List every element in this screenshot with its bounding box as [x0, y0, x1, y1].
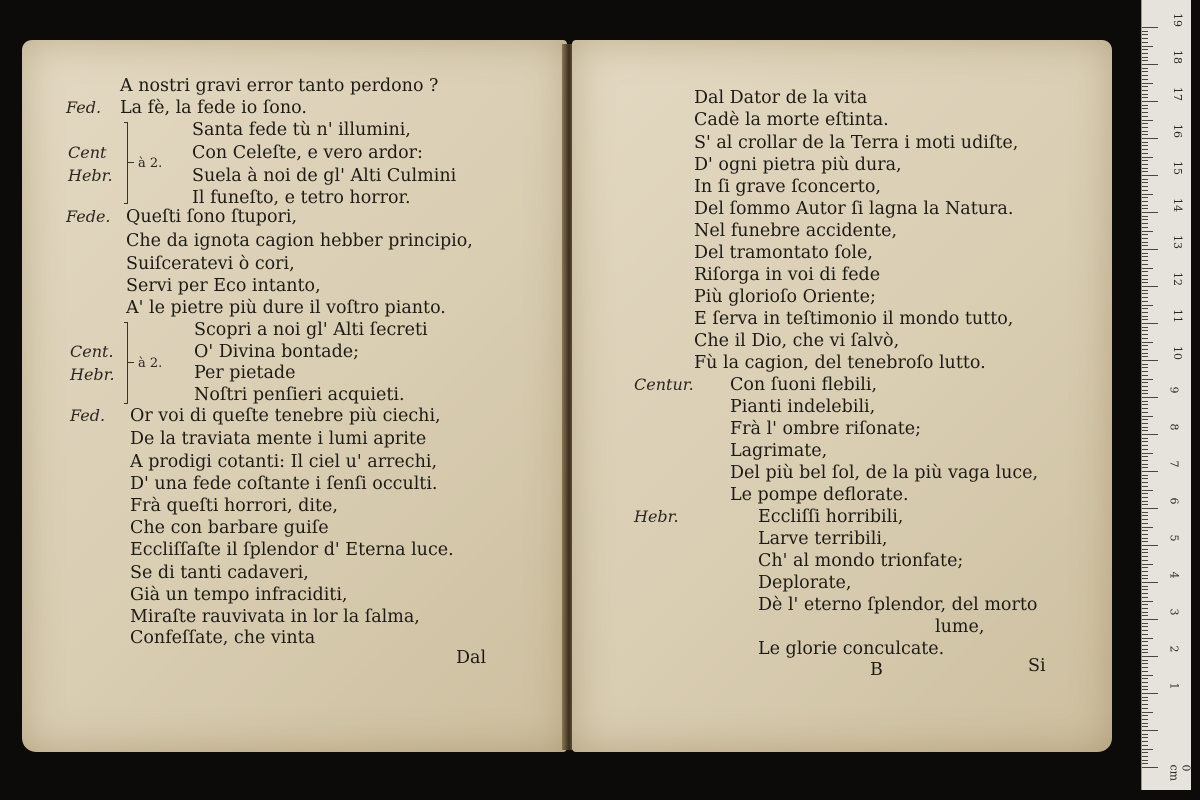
ruler-tick — [1142, 134, 1148, 135]
ruler-tick — [1142, 182, 1148, 183]
ruler-tick — [1142, 712, 1153, 713]
ruler-tick — [1142, 345, 1148, 346]
ruler-tick — [1142, 434, 1158, 435]
ruler-tick — [1142, 68, 1148, 69]
ruler-tick — [1142, 652, 1148, 653]
signature-mark: B — [870, 660, 883, 680]
ruler-tick — [1142, 171, 1148, 172]
ruler-tick — [1142, 57, 1148, 58]
text-line: Frà queſti horrori, dite, — [130, 496, 338, 516]
ruler-tick — [1142, 186, 1148, 187]
ruler-tick — [1142, 234, 1148, 235]
text-line: Servi per Eco intanto, — [126, 276, 321, 296]
ruler-tick — [1142, 756, 1148, 757]
ruler-tick — [1142, 467, 1148, 468]
speaker-label: Fed. — [70, 406, 106, 425]
ruler-label: 0 cm — [1167, 764, 1193, 782]
text-line: Pianti indelebili, — [730, 397, 876, 417]
ruler-tick — [1142, 693, 1158, 694]
ruler-tick — [1142, 449, 1148, 450]
ruler-tick — [1142, 197, 1148, 198]
ruler-tick — [1142, 60, 1148, 61]
ruler-tick — [1142, 523, 1148, 524]
ruler-tick — [1142, 552, 1148, 553]
ruler-tick — [1142, 330, 1148, 331]
text-line: lume, — [935, 617, 985, 637]
ruler-tick — [1142, 53, 1148, 54]
text-line: A nostri gravi error tanto perdono ? — [120, 76, 439, 96]
ruler-tick — [1142, 164, 1148, 165]
ruler-tick — [1142, 190, 1148, 191]
ruler-tick — [1142, 700, 1148, 701]
ruler-tick — [1142, 419, 1148, 420]
text-line: D' una fede coſtante i ſenſi occulti. — [130, 474, 438, 494]
text-line: Lagrimate, — [730, 441, 828, 461]
speaker-label: Hebr. — [70, 365, 115, 384]
ruler-tick — [1142, 660, 1148, 661]
ruler-tick — [1142, 534, 1148, 535]
ruler-tick — [1142, 678, 1148, 679]
ruler-tick — [1142, 94, 1148, 95]
ruler-tick — [1142, 589, 1148, 590]
ruler-tick — [1142, 519, 1148, 520]
text-line: E ſerva in teſtimonio il mondo tutto, — [694, 309, 1014, 329]
ruler-tick — [1142, 238, 1148, 239]
text-line: A prodigi cotanti: Il ciel u' arrechi, — [130, 452, 438, 472]
ruler-tick — [1142, 423, 1148, 424]
text-line: Che il Dio, che vi ſalvò, — [694, 331, 900, 351]
text-line: Or voi di queſte tenebre più ciechi, — [130, 406, 441, 426]
ruler-tick — [1142, 223, 1148, 224]
text-line: Larve terribili, — [758, 529, 888, 549]
ruler-tick — [1142, 138, 1158, 139]
text-line: A' le pietre più dure il voſtro pianto. — [126, 298, 446, 318]
text-line: Le pompe deflorate. — [730, 485, 909, 505]
text-line: Scopri a noi gl' Alti ſecreti — [194, 320, 428, 340]
ruler-tick — [1142, 353, 1148, 354]
ruler-tick — [1142, 101, 1158, 102]
ruler-tick — [1142, 730, 1158, 731]
ruler-tick — [1142, 527, 1153, 528]
ruler-tick — [1142, 541, 1148, 542]
ruler-tick — [1142, 634, 1148, 635]
text-line: Eccliſſi horribili, — [758, 507, 904, 527]
speaker-label: Fed. — [66, 98, 102, 117]
ruler-tick — [1142, 216, 1148, 217]
ruler-tick — [1142, 512, 1148, 513]
ruler-tick — [1142, 549, 1148, 550]
ruler-tick — [1142, 708, 1148, 709]
ruler-tick — [1142, 504, 1148, 505]
ruler-tick — [1142, 604, 1148, 605]
text-line: Che con barbare guiſe — [130, 518, 329, 538]
text-line: Santa fede tù n' illumini, — [192, 120, 411, 140]
ruler-tick — [1142, 120, 1153, 121]
text-line: Il funeſto, e tetro horror. — [192, 188, 411, 208]
ruler-tick — [1142, 704, 1148, 705]
ruler-tick — [1142, 397, 1158, 398]
ruler-tick — [1142, 83, 1153, 84]
ruler-tick — [1142, 168, 1148, 169]
ruler-tick — [1142, 501, 1148, 502]
ruler-tick — [1142, 567, 1148, 568]
text-line: Più glorioſo Oriente; — [694, 287, 876, 307]
ruler-tick — [1142, 486, 1148, 487]
ruler-tick — [1142, 282, 1148, 283]
ruler-tick — [1142, 393, 1148, 394]
duet-brace — [124, 122, 128, 204]
text-line: Già un tempo infraciditi, — [130, 585, 348, 605]
ruler-tick — [1142, 582, 1158, 583]
ruler-tick — [1142, 301, 1148, 302]
ruler-tick — [1142, 27, 1158, 28]
ruler-tick — [1142, 445, 1148, 446]
ruler-tick — [1142, 615, 1148, 616]
ruler-tick — [1142, 427, 1148, 428]
ruler-tick — [1142, 194, 1153, 195]
ruler-tick — [1142, 123, 1148, 124]
ruler-tick — [1142, 630, 1148, 631]
ruler-tick — [1142, 508, 1158, 509]
ruler-tick — [1142, 441, 1148, 442]
speaker-label: Cent — [68, 143, 107, 162]
text-line: Del ſommo Autor ſi lagna la Natura. — [694, 199, 1014, 219]
ruler-tick — [1142, 626, 1148, 627]
ruler-tick — [1142, 323, 1158, 324]
ruler-label: 5 — [1167, 534, 1181, 542]
duet-brace-tip — [128, 162, 134, 163]
ruler-tick — [1142, 219, 1148, 220]
ruler-label: 4 — [1167, 571, 1181, 579]
ruler-label: 13 — [1171, 235, 1184, 249]
ruler-label: 6 — [1167, 497, 1181, 505]
ruler-tick — [1142, 556, 1148, 557]
ruler-tick — [1142, 760, 1148, 761]
ruler-tick — [1142, 327, 1148, 328]
ruler-tick — [1142, 90, 1148, 91]
speaker-label: Fede. — [66, 207, 111, 226]
ruler-tick — [1142, 689, 1148, 690]
ruler-tick — [1142, 312, 1148, 313]
text-line: D' ogni pietra più dura, — [694, 155, 902, 175]
ruler-label: 17 — [1171, 87, 1184, 101]
ruler-tick — [1142, 404, 1148, 405]
ruler-tick — [1142, 286, 1158, 287]
ruler-label: 3 — [1167, 608, 1181, 616]
ruler-tick — [1142, 175, 1158, 176]
ruler-tick — [1142, 290, 1148, 291]
text-line: Fù la cagion, del tenebroſo lutto. — [694, 353, 986, 373]
ruler-tick — [1142, 623, 1148, 624]
ruler-tick — [1142, 478, 1148, 479]
ruler-tick — [1142, 530, 1148, 531]
ruler-tick — [1142, 538, 1148, 539]
text-line: Cadè la morte eſtinta. — [694, 110, 889, 130]
ruler-tick — [1142, 386, 1148, 387]
text-line: Con ſuoni flebili, — [730, 375, 878, 395]
ruler-label: 15 — [1171, 161, 1184, 175]
text-line: Eccliſſaſte il ſplendor d' Eterna luce. — [130, 540, 454, 560]
ruler-tick — [1142, 401, 1148, 402]
text-line: Confeſſate, che vinta — [130, 628, 316, 648]
ruler-tick — [1142, 149, 1148, 150]
ruler-tick — [1142, 586, 1148, 587]
ruler-tick — [1142, 46, 1153, 47]
ruler-tick — [1142, 490, 1153, 491]
ruler-label: 2 — [1167, 645, 1181, 653]
text-line: Per pietade — [194, 363, 296, 383]
text-line: Frà l' ombre riſonate; — [730, 419, 922, 439]
ruler-tick — [1142, 142, 1148, 143]
text-line: Riſorga in voi di fede — [694, 265, 881, 285]
ruler-tick — [1142, 493, 1148, 494]
text-line: Nel funebre accidente, — [694, 221, 898, 241]
ruler-tick — [1142, 260, 1148, 261]
ruler-tick — [1142, 305, 1153, 306]
ruler-tick — [1142, 86, 1148, 87]
ruler-tick — [1142, 564, 1153, 565]
ruler-tick — [1142, 319, 1148, 320]
ruler-tick — [1142, 723, 1148, 724]
duet-marker: à 2. — [138, 356, 163, 371]
ruler-tick — [1142, 593, 1148, 594]
catchword: Dal — [456, 648, 487, 668]
ruler-tick — [1142, 64, 1158, 65]
ruler-tick — [1142, 49, 1148, 50]
ruler-tick — [1142, 475, 1148, 476]
ruler-tick — [1142, 179, 1148, 180]
duet-brace-tip — [128, 362, 134, 363]
ruler-tick — [1142, 227, 1148, 228]
ruler-tick — [1142, 649, 1148, 650]
ruler-tick — [1142, 741, 1148, 742]
ruler-tick — [1142, 453, 1153, 454]
ruler-tick — [1142, 638, 1153, 639]
text-line: La fè, la fede io ſono. — [120, 98, 307, 118]
ruler-tick — [1142, 297, 1148, 298]
text-line: In ſi grave ſconcerto, — [694, 177, 881, 197]
ruler-tick — [1142, 97, 1148, 98]
ruler-tick — [1142, 242, 1148, 243]
ruler-tick — [1142, 153, 1148, 154]
ruler-tick — [1142, 349, 1148, 350]
ruler-label: 12 — [1171, 272, 1184, 286]
ruler-tick — [1142, 245, 1148, 246]
ruler-tick — [1142, 279, 1148, 280]
text-line: Suela à noi de gl' Alti Culmini — [192, 166, 457, 186]
ruler-tick — [1142, 38, 1148, 39]
ruler-tick — [1142, 71, 1148, 72]
ruler-tick — [1142, 763, 1148, 764]
ruler-tick — [1142, 367, 1148, 368]
ruler-label: 1 — [1167, 682, 1181, 690]
ruler-label: 9 — [1167, 386, 1181, 394]
ruler-tick — [1142, 663, 1148, 664]
ruler-tick — [1142, 127, 1148, 128]
ruler-tick — [1142, 75, 1148, 76]
ruler-tick — [1142, 334, 1148, 335]
text-line: O' Divina bontade; — [194, 342, 360, 362]
text-line: Con Celeſte, e vero ardor: — [192, 143, 423, 163]
ruler-tick — [1142, 737, 1148, 738]
ruler-tick — [1142, 671, 1148, 672]
ruler-tick — [1142, 256, 1148, 257]
ruler-tick — [1142, 767, 1158, 768]
ruler-label: 19 — [1171, 13, 1184, 27]
ruler-tick — [1142, 578, 1148, 579]
ruler-tick — [1142, 342, 1153, 343]
text-line: Miraſte rauvivata in lor la ſalma, — [130, 607, 420, 627]
ruler-tick — [1142, 612, 1148, 613]
ruler-tick — [1142, 34, 1148, 35]
ruler-tick — [1142, 271, 1148, 272]
ruler-tick — [1142, 571, 1148, 572]
speaker-label: Hebr. — [634, 507, 679, 526]
ruler-tick — [1142, 264, 1148, 265]
speaker-label: Hebr. — [68, 166, 113, 185]
ruler-tick — [1142, 667, 1148, 668]
ruler-tick — [1142, 79, 1148, 80]
duet-marker: à 2. — [138, 156, 163, 171]
ruler-tick — [1142, 682, 1148, 683]
ruler-tick — [1142, 379, 1153, 380]
ruler-tick — [1142, 497, 1148, 498]
ruler-tick — [1142, 105, 1148, 106]
ruler-tick — [1142, 619, 1158, 620]
ruler-tick — [1142, 460, 1148, 461]
ruler-tick — [1142, 268, 1153, 269]
ruler-tick — [1142, 371, 1148, 372]
text-line: Deplorate, — [758, 573, 852, 593]
ruler-tick — [1142, 515, 1148, 516]
ruler-tick — [1142, 656, 1158, 657]
ruler-tick — [1142, 560, 1148, 561]
ruler-tick — [1142, 249, 1158, 250]
ruler-label: 8 — [1167, 423, 1181, 431]
ruler-tick — [1142, 438, 1148, 439]
ruler-tick — [1142, 308, 1148, 309]
ruler-tick — [1142, 42, 1148, 43]
ruler-tick — [1142, 212, 1158, 213]
ruler-tick — [1142, 205, 1148, 206]
duet-brace — [124, 322, 128, 404]
ruler-tick — [1142, 752, 1148, 753]
ruler-tick — [1142, 316, 1148, 317]
ruler-tick — [1142, 575, 1148, 576]
ruler-label: 7 — [1167, 460, 1181, 468]
ruler-label: 18 — [1171, 50, 1184, 64]
ruler-tick — [1142, 108, 1148, 109]
ruler-tick — [1142, 645, 1148, 646]
text-line: Se di tanti cadaveri, — [130, 563, 309, 583]
ruler-tick — [1142, 675, 1153, 676]
text-line: Del tramontato ſole, — [694, 243, 873, 263]
text-line: De la traviata mente i lumi aprite — [130, 429, 427, 449]
ruler-tick — [1142, 360, 1158, 361]
ruler-tick — [1142, 686, 1148, 687]
text-line: Del più bel ſol, de la più vaga luce, — [730, 463, 1039, 483]
ruler-tick — [1142, 416, 1153, 417]
speaker-label: Cent. — [70, 342, 114, 361]
measuring-ruler — [1141, 0, 1191, 790]
ruler-tick — [1142, 464, 1148, 465]
ruler-label: 16 — [1171, 124, 1184, 138]
text-line: Noſtri penſieri acquieti. — [194, 385, 405, 405]
ruler-tick — [1142, 293, 1148, 294]
text-line: Dal Dator de la vita — [694, 88, 868, 108]
ruler-tick — [1142, 160, 1148, 161]
ruler-tick — [1142, 719, 1148, 720]
ruler-tick — [1142, 31, 1148, 32]
ruler-tick — [1142, 715, 1148, 716]
text-line: Che da ignota cagion hebber principio, — [126, 231, 473, 251]
ruler-tick — [1142, 338, 1148, 339]
ruler-tick — [1142, 456, 1148, 457]
ruler-tick — [1142, 208, 1148, 209]
speaker-label: Centur. — [634, 375, 694, 394]
ruler-label: 14 — [1171, 198, 1184, 212]
ruler-tick — [1142, 131, 1148, 132]
ruler-tick — [1142, 375, 1148, 376]
ruler-tick — [1142, 697, 1148, 698]
ruler-tick — [1142, 157, 1153, 158]
ruler-tick — [1142, 482, 1148, 483]
ruler-tick — [1142, 364, 1148, 365]
ruler-tick — [1142, 116, 1148, 117]
text-line: S' al crollar de la Terra i moti udiſte, — [694, 133, 1019, 153]
text-line: Suiſceratevi ò cori, — [126, 254, 295, 274]
ruler-tick — [1142, 408, 1148, 409]
ruler-tick — [1142, 545, 1158, 546]
ruler-tick — [1142, 412, 1148, 413]
ruler-tick — [1142, 253, 1148, 254]
ruler-tick — [1142, 275, 1148, 276]
ruler-tick — [1142, 112, 1148, 113]
ruler-tick — [1142, 356, 1148, 357]
ruler-tick — [1142, 745, 1148, 746]
text-line: Queſti ſono ſtupori, — [126, 207, 298, 227]
ruler-tick — [1142, 608, 1148, 609]
catchword: Si — [1028, 656, 1046, 676]
ruler-tick — [1142, 231, 1153, 232]
ruler-tick — [1142, 601, 1153, 602]
ruler-label: 10 — [1171, 346, 1184, 360]
ruler-tick — [1142, 641, 1148, 642]
ruler-label: 11 — [1171, 309, 1184, 323]
ruler-tick — [1142, 390, 1148, 391]
ruler-tick — [1142, 726, 1148, 727]
text-line: Dè l' eterno ſplendor, del morto — [758, 595, 1038, 615]
ruler-tick — [1142, 749, 1153, 750]
ruler-tick — [1142, 145, 1148, 146]
text-line: Le glorie conculcate. — [758, 639, 945, 659]
ruler-tick — [1142, 201, 1148, 202]
ruler-tick — [1142, 734, 1148, 735]
ruler-tick — [1142, 471, 1158, 472]
ruler-tick — [1142, 430, 1148, 431]
ruler-tick — [1142, 382, 1148, 383]
ruler-tick — [1142, 597, 1148, 598]
text-line: Ch' al mondo trionfate; — [758, 551, 964, 571]
